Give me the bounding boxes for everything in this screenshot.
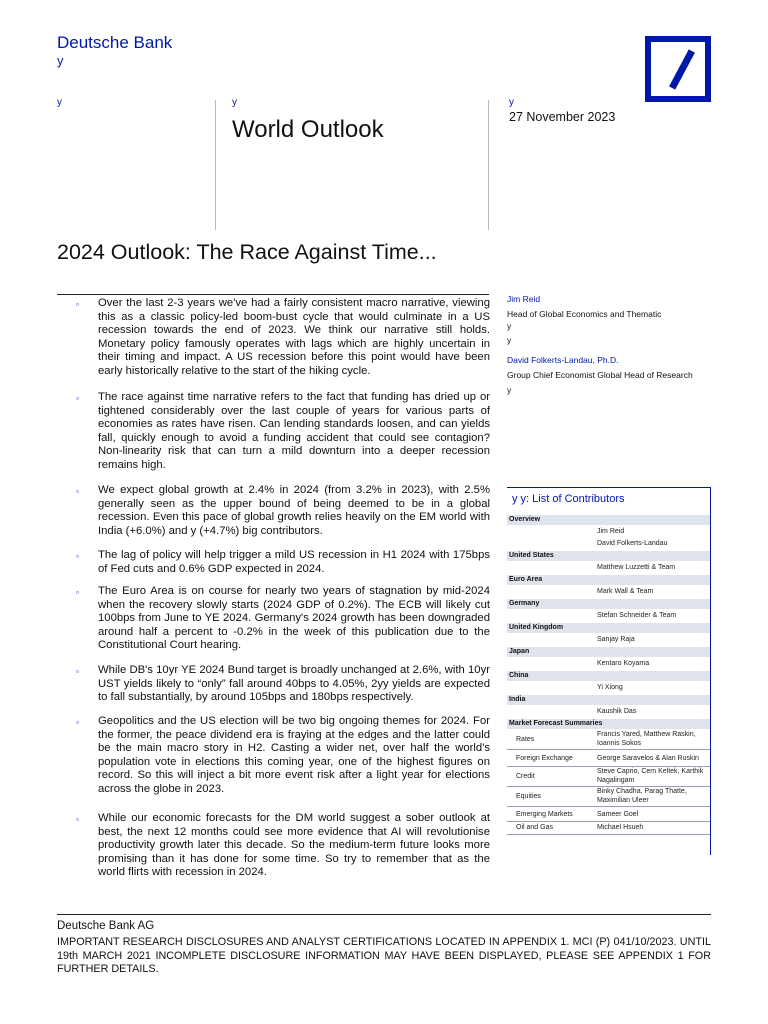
table-row — [507, 787, 710, 806]
table-row — [507, 767, 710, 786]
forecast-value: Francis Yared, Matthew Raskin, Ioannis Sokos — [597, 731, 696, 747]
bullet-text: The lag of policy will help trigger a mild US recession in H1 2024 with 175bps of Fed cuts and 0.6% GDP expected in 2024. — [98, 549, 490, 575]
contributor-name: Matthew Luzzetti & Team — [597, 564, 676, 571]
contributor-name: Jim Reid — [597, 528, 625, 535]
bullet-text: While our economic forecasts for the DM world suggest a sober outlook at best, the next 12 months could see more evidence that AI will revolutionise productivity growth later this decade. So the medium-term future looks more promising than it has done for some time. So try to remember that as the world flirts with recession in 2024. — [98, 812, 490, 878]
section-united-states: United States — [507, 551, 710, 561]
bullet-icon: ▫ — [76, 718, 79, 727]
divider-left — [215, 100, 216, 230]
author-role: Group Chief Economist Global Head of Research — [507, 370, 693, 380]
deutsche-bank-logo-icon — [645, 36, 711, 102]
bullet-text: The race against time narrative refers to the fact that funding has dried up or tightened considerably over the last couple of years for various parts of economies as rates have risen. Can lending standards loosen, and can yields fall, quickly enough to avoid a funding accident that could see contagion? Non-linearity risk that can turn a mild downturn into a deeper recession remains high. — [98, 391, 490, 471]
author-contact: y — [507, 335, 512, 345]
forecast-label: Emerging Markets — [516, 811, 573, 818]
forecast-label: Credit — [516, 773, 535, 780]
section-united-kingdom: United Kingdom — [507, 623, 710, 633]
author-name[interactable]: David Folkerts-Landau, Ph.D. — [507, 355, 619, 365]
section-overview: Overview — [507, 515, 710, 525]
headline-rule — [57, 294, 489, 295]
contributor-name: Mark Wall & Team — [597, 588, 654, 595]
table-row — [507, 730, 710, 749]
bullet-text: While DB's 10yr YE 2024 Bund target is broadly unchanged at 2.6%, with 10yr UST yields likely to “only” fall around 40bps to 4.05%, 2yy yields are expected to fall substantially, by around 105bps and 180bps respectively. — [98, 664, 490, 703]
contributor-name: Yi Xiong — [597, 684, 623, 691]
table-row — [507, 809, 710, 821]
forecast-value: Sameer Goel — [597, 811, 639, 818]
contributor-name: Kentaro Koyama — [597, 660, 650, 667]
contributor-name: Stefan Schneider & Team — [597, 612, 677, 619]
row-divider — [507, 834, 710, 835]
contributor-name: Kaushik Das — [597, 708, 637, 715]
bullet-text: Over the last 2-3 years we've had a fairly consistent macro narrative, viewing this as a classic policy-led boom-bust cycle that would culminate in a US recession towards the end of 2023. We think our narrative still holds. Monetary policy famously operates with lags which are highly uncertain in their timing and impact. A US recession before this point would have been early historically relative to the start of the hiking cycle. — [98, 297, 490, 377]
forecast-label: Equities — [516, 793, 541, 800]
page-title: World Outlook — [232, 116, 384, 143]
headline: 2024 Outlook: The Race Against Time... — [57, 240, 437, 264]
bullet-icon: ▫ — [76, 667, 79, 676]
marker-date: y — [509, 97, 514, 108]
forecast-value: Binky Chadha, Parag Thatte, Maximilian Uleer — [597, 788, 687, 804]
table-row — [507, 752, 710, 766]
marker-left: y — [57, 97, 62, 108]
forecast-label: Foreign Exchange — [516, 755, 573, 762]
section-india: India — [507, 695, 710, 705]
bullet-text: We expect global growth at 2.4% in 2024 (from 3.2% in 2023), with 2.5% generally seen as the upper bound of being deemed to be in a global recession. Even this pace of global growth relies heavily on the EM world with India (+6.0%) and y (+4.7%) big contributors. — [98, 484, 490, 537]
author-role: Head of Global Economics and Thematic — [507, 309, 662, 319]
forecast-label: Rates — [516, 736, 535, 743]
publication-date: 27 November 2023 — [509, 110, 616, 124]
author-name[interactable]: Jim Reid — [507, 294, 541, 304]
forecast-value: Michael Hsueh — [597, 824, 644, 831]
author-contact: y — [507, 385, 512, 395]
forecast-label: Oil and Gas — [516, 824, 553, 831]
section-japan: Japan — [507, 647, 710, 657]
contributors-title: y y: List of Contributors — [512, 493, 625, 505]
bullet-icon: ▫ — [76, 552, 79, 561]
bullet-icon: ▫ — [76, 815, 79, 824]
row-divider — [507, 806, 710, 807]
bullet-icon: ▫ — [76, 394, 79, 403]
logo-slash-icon — [669, 49, 695, 89]
table-row — [507, 822, 710, 834]
contributor-name: Sanjay Raja — [597, 636, 635, 643]
bullet-text: Geopolitics and the US election will be two big ongoing themes for 2024. For the former, the peace dividend era is fraying at the edges and the latter could be the main macro story in H2. Casting a wider net, over half the world's population vote in elections this coming year, one of the highest figures on record. So this will inject a bit more event risk after a light year for elections across the globe in 2023. — [98, 715, 490, 795]
row-divider — [507, 749, 710, 750]
section-euro-area: Euro Area — [507, 575, 710, 585]
brand-marker: y — [57, 53, 64, 68]
section-germany: Germany — [507, 599, 710, 609]
bullet-icon: ▫ — [76, 487, 79, 496]
forecast-value: Steve Caprio, Cem Keltek, Karthik Nagalingam — [597, 768, 704, 784]
bullet-icon: ▫ — [76, 588, 79, 597]
brand-name: Deutsche Bank — [57, 33, 173, 52]
bullet-text: The Euro Area is on course for nearly two years of stagnation by mid-2024 when the recovery slowly starts (2024 GDP of 0.2%). The ECB will likely cut 100bps from June to YE 2024. Germany's 2024 growth has been downgraded around half a percent to -0.2% in the week of this publication due to the Constitutional Court hearing. — [98, 585, 490, 651]
author-contact: y — [507, 321, 512, 331]
footer-disclosure: IMPORTANT RESEARCH DISCLOSURES AND ANALYST CERTIFICATIONS LOCATED IN APPENDIX 1. MCI (P) 041/10/2023. UNTIL 19th MARCH 2021 INCOMPLETE DISCLOSURE INFORMATION MAY HAVE BEEN DISPLAYED, PLEASE SEE APPENDIX 1 FOR FURTHER DETAILS. — [57, 936, 711, 975]
section-china: China — [507, 671, 710, 681]
bullet-icon: ▫ — [76, 300, 79, 309]
contributor-name: David Folkerts-Landau — [597, 540, 668, 547]
footer-rule — [57, 914, 711, 915]
marker-title: y — [232, 97, 237, 108]
forecast-value: George Saravelos & Alan Ruskin — [597, 755, 699, 762]
section-market-forecast: Market Forecast Summaries — [507, 719, 710, 729]
divider-right — [488, 100, 489, 230]
footer-company: Deutsche Bank AG — [57, 920, 155, 932]
